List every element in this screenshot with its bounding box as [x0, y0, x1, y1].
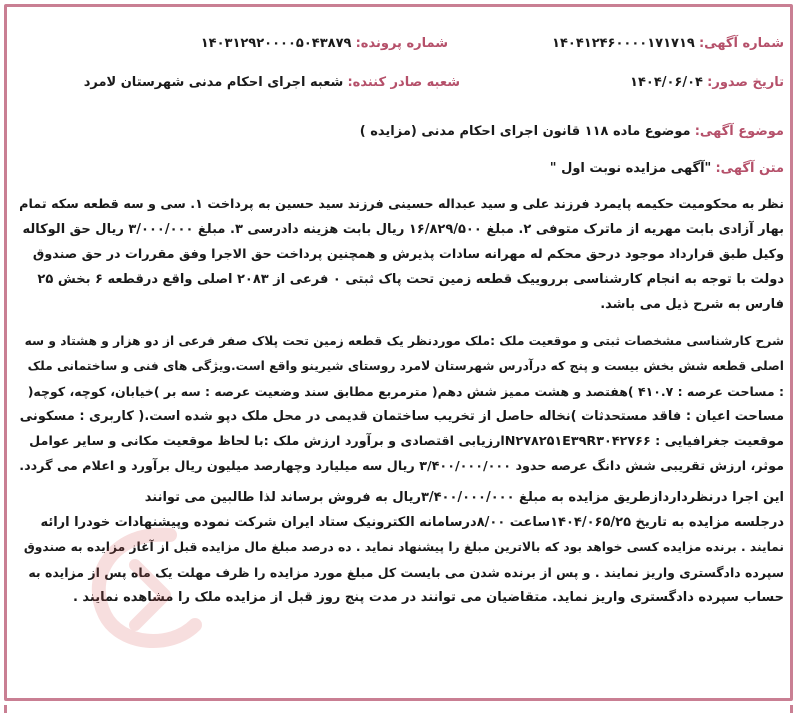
notice-number-row [552, 36, 784, 51]
notice-text-label: متن آگهی: [715, 161, 784, 176]
paragraph-1-line: بهار آزادی بابت مهریه از ماترک متوفی ۲. مبلغ ۱۶/۸۲۹/۵۰۰ ریال بابت هزینه دادرسی ۳. مبلغ ۳/۰۰۰/۰۰۰ ریال حق الوکاله [22, 222, 784, 237]
subject-value: موضوع ماده ۱۱۸ قانون اجرای احکام مدنی (مزایده ) [359, 124, 691, 139]
issue-date-value: ۱۴۰۴/۰۶/۰۴ [630, 75, 703, 90]
issue-date-row [630, 75, 784, 90]
paragraph-3-line: حساب سپرده دادگستری واریز نماید. متقاضیان می توانند در مدت پنج روز قبل از مزایده ملک را مشاهده نمایند . [72, 590, 784, 605]
issue-date-label: تاریخ صدور: [707, 75, 784, 90]
issuer-row [84, 75, 460, 90]
paragraph-3-line: این اجرا درنظرداردازطریق مزایده به مبلغ ۳/۴۰۰/۰۰۰/۰۰۰ریال به فروش برساند لذا طالبین می توانند [144, 490, 784, 505]
file-number-row [201, 36, 448, 51]
paragraph-3-line: نمایند . برنده مزایده کسی خواهد بود که بالاترین مبلغ را پیشنهاد نماید . ده درصد مبلغ مال مزایده قبل از آغاز مزایده به صندوق [23, 540, 784, 554]
subject-label: موضوع آگهی: [694, 124, 784, 139]
paragraph-3-line: درجلسه مزایده به تاریخ ۱۴۰۴/۰۶۵/۲۵ساعت ۸/۰۰درسامانه الکترونیک ستاد ایران شرکت نموده وپیشنهادات خودرا ارائه [40, 515, 784, 530]
paragraph-1-line: نظر به محکومیت حکیمه پایمرد فرزند علی و سید عبداله حسینی فرزند سید حسین به پرداخت ۱. سی و سه قطعه سکه تمام [19, 197, 784, 212]
paragraph-2-line: شرح کارشناسی مشخصات ثبتی و موقعیت ملک :ملک موردنظر یک قطعه زمین تحت پلاک صفر فرعی از دو هزار و هشتاد و سه [24, 334, 784, 348]
subject-row [360, 124, 784, 139]
file-number-value: ۱۴۰۳۱۲۹۲۰۰۰۰۵۰۴۳۸۷۹ [200, 36, 352, 51]
paragraph-2-line: : مساحت عرصه : ۴۱۰.۷ )هفتصد و هشت ممیز شش دهم( مترمربع مطابق سند وضعیت عرصه : سه بر )خیابان، کوچه، کوچه( [27, 384, 784, 399]
paragraph-1-line: وکیل طبق قرارداد موجود درحق محکم له مهرانه سادات پذیرش و همچنین پرداخت حق الاجرا وفق مقررات در حق صندوق [32, 247, 784, 262]
paragraph-1 [19, 192, 784, 317]
issuer-label: شعبه صادر کننده: [347, 75, 460, 90]
notice-text-title: "آگهی مزایده نوبت اول " [549, 161, 712, 176]
paragraph-2-line: موقعیت جغرافیایی : N۲۷۸۲۵۱E۳۹R۳۰۴۲۷۶۶ارزیابی اقتصادی و برآورد ارزش ملک :با لحاظ موقعیت مکانی و سایر عوامل [29, 434, 784, 449]
issuer-value: شعبه اجرای احکام مدنی شهرستان لامرد [83, 75, 344, 90]
notice-text-row [550, 161, 784, 176]
paragraph-2-line: موثر، ارزش تقریبی شش دانگ عرصه حدود ۳/۴۰۰/۰۰۰/۰۰۰ ریال سه میلیارد وچهارصد میلیون ریال برآورد و اعلام می گردد. [19, 459, 784, 474]
paragraph-1-line: دولت با توجه به انجام کارشناسی برروییک قطعه زمین تحت پاک ثبتی ۰ فرعی از ۲۰۸۳ اصلی واقع درقطعه ۶ بخش ۲۵ [37, 272, 784, 287]
notice-frame-bottom [4, 705, 793, 713]
paragraph-2-line: اصلی قطعه شش بخش بیست و پنج که درآدرس شهرستان لامرد روستای شیرینو واقع است.ویژگی های فنی و ساختمانی ملک [27, 359, 784, 373]
paragraph-3-line: سپرده دادگستری واریز نمایند . و پس از برنده شدن می بایست کل مبلغ مورد مزایده را ظرف مهلت یک ماه پس از مزایده به [28, 565, 784, 580]
notice-number-value: ۱۴۰۴۱۲۴۶۰۰۰۰۱۷۱۷۱۹ [552, 36, 695, 51]
logo-watermark-icon [75, 520, 225, 660]
paragraph-2-line: مساحت اعیان : فاقد مستحدثات )نخاله حاصل از تخریب ساختمان قدیمی در محل ملک دپو شده است.( کاربری : مسکونی [19, 409, 784, 424]
notice-number-label: شماره آگهی: [698, 36, 784, 51]
paragraph-2 [19, 329, 784, 479]
file-number-label: شماره پرونده: [355, 36, 448, 51]
paragraph-1-line: فارس به شرح ذیل می باشد. [600, 297, 784, 312]
